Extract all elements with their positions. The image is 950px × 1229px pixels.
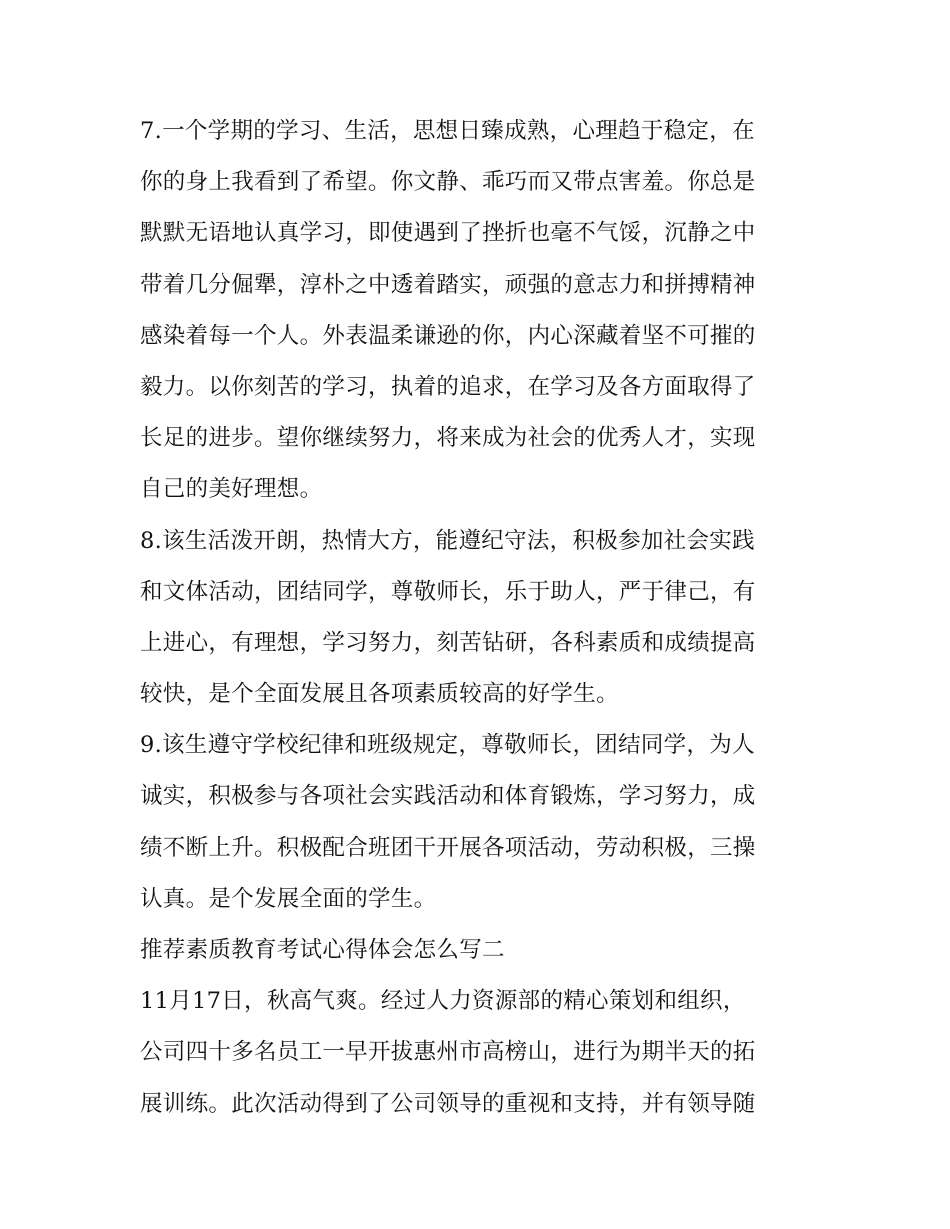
text-line: 感染着每一个人。外表温柔谦逊的你，内心深藏着坚不可摧的 <box>140 322 756 349</box>
document-body <box>140 106 820 1130</box>
text-line: 上进心，有理想，学习努力，刻苦钻研，各科素质和成绩提高 <box>140 629 756 656</box>
text-line: 8.该生活泼开朗，热情大方，能遵纪守法，积极参加社会实践 <box>140 527 755 554</box>
text-line: 7.一个学期的学习、生活，思想日臻成熟，心理趋于稳定，在 <box>140 118 755 144</box>
text-line: 默默无语地认真学习，即使遇到了挫折也毫不气馁，沉静之中 <box>140 220 756 247</box>
text-line: 诚实，积极参与各项社会实践活动和体育锻炼，学习努力，成 <box>140 783 756 810</box>
text-line: 你的身上我看到了希望。你文静、乖巧而又带点害羞。你总是 <box>140 169 756 196</box>
text-line: 长足的进步。望你继续努力，将来成为社会的优秀人才，实现 <box>140 425 756 452</box>
text-line: 展训练。此次活动得到了公司领导的重视和支持，并有领导随 <box>140 1090 756 1117</box>
text-line: 绩不断上升。积极配合班团干开展各项活动，劳动积极，三操 <box>140 834 756 861</box>
text-line: 较快，是个全面发展且各项素质较高的好学生。 <box>140 681 619 708</box>
text-line: 11月17日，秋高气爽。经过人力资源部的精心策划和组织， <box>140 988 746 1015</box>
text-line: 自己的美好理想。 <box>140 476 323 503</box>
text-line: 和文体活动，团结同学，尊敬师长，乐于助人，严于律己，有 <box>140 578 756 605</box>
text-line: 认真。是个发展全面的学生。 <box>140 885 437 912</box>
text-line: 9.该生遵守学校纪律和班级规定，尊敬师长，团结同学，为人 <box>140 732 755 759</box>
text-line: 公司四十多名员工一早开拔惠州市高榜山，进行为期半天的拓 <box>140 1039 756 1066</box>
section-heading: 推荐素质教育考试心得体会怎么写二 <box>140 937 505 963</box>
text-line: 带着几分倔犟，淳朴之中透着踏实，顽强的意志力和拼搏精神 <box>140 271 756 298</box>
text-line: 毅力。以你刻苦的学习，执着的追求，在学习及各方面取得了 <box>140 373 756 400</box>
